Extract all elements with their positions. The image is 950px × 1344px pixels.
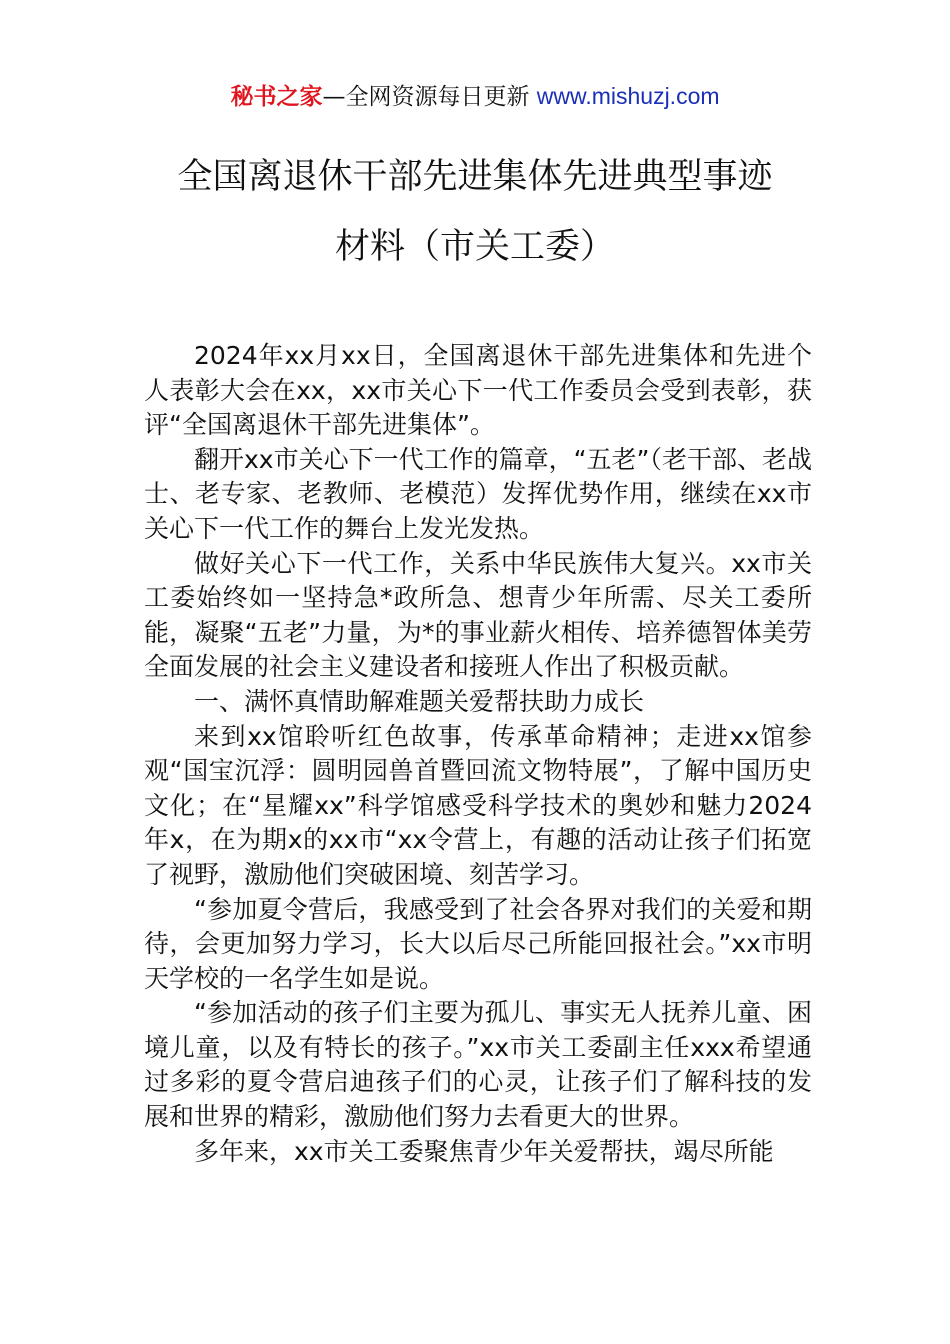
site-url-link[interactable]: www.mishuzj.com: [536, 83, 720, 109]
document-title-line-1: 全国离退休干部先进集体先进典型事迹: [177, 157, 773, 197]
paragraph: 来到xx馆聆听红色故事，传承革命精神；走进xx馆参观“国宝沉浮：圆明园兽首暨回流文物特展”，了解中国历史文化；在“星耀xx”科学馆感受科学技术的奥妙和魅力2024年x，在为期x的xx市“xx令营上，有趣的活动让孩子们拓宽了视野，激励他们突破困境、刻苦学习。: [144, 721, 812, 889]
document-title-line-2: 材料（市关工委）: [334, 227, 615, 267]
paragraph: 2024年xx月xx日，全国离退休干部先进集体和先进个人表彰大会在xx，xx市关心下一代工作委员会受到表彰，获评“全国离退休干部先进集体”。: [144, 341, 812, 440]
paragraph: 多年来，xx市关工委聚焦青少年关爱帮扶，竭尽所能: [194, 1136, 774, 1166]
paragraph: 翻开xx市关心下一代工作的篇章，“五老”（老干部、老战士、老专家、老教师、老模范）发挥优势作用，继续在xx市关心下一代工作的舞台上发光发热。: [144, 444, 812, 543]
paragraph: “参加活动的孩子们主要为孤儿、事实无人抚养儿童、困境儿童，以及有特长的孩子。”xx市关工委副主任xxx希望通过多彩的夏令营启迪孩子们的心灵，让孩子们了解科技的发展和世界的精彩，激励他们努力去看更大的世界。: [144, 998, 812, 1132]
site-header: [0, 80, 950, 113]
brand-name: 秘书之家: [230, 84, 323, 110]
header-slogan: —全网资源每日更新: [322, 84, 530, 110]
document-body: [144, 339, 812, 1169]
paragraph: 做好关心下一代工作，关系中华民族伟大复兴。xx市关工委始终如一坚持急*政所急、想青少年所需、尽关工委所能，凝聚“五老”力量，为*的事业薪火相传、培养德智体美劳全面发展的社会主义建设者和接班人作出了积极贡献。: [144, 548, 812, 682]
paragraph: “参加夏令营后，我感受到了社会各界对我们的关爱和期待，会更加努力学习，长大以后尽己所能回报社会。”xx市明天学校的一名学生如是说。: [144, 894, 812, 993]
section-heading: 一、满怀真情助解难题关爱帮扶助力成长: [194, 686, 645, 716]
